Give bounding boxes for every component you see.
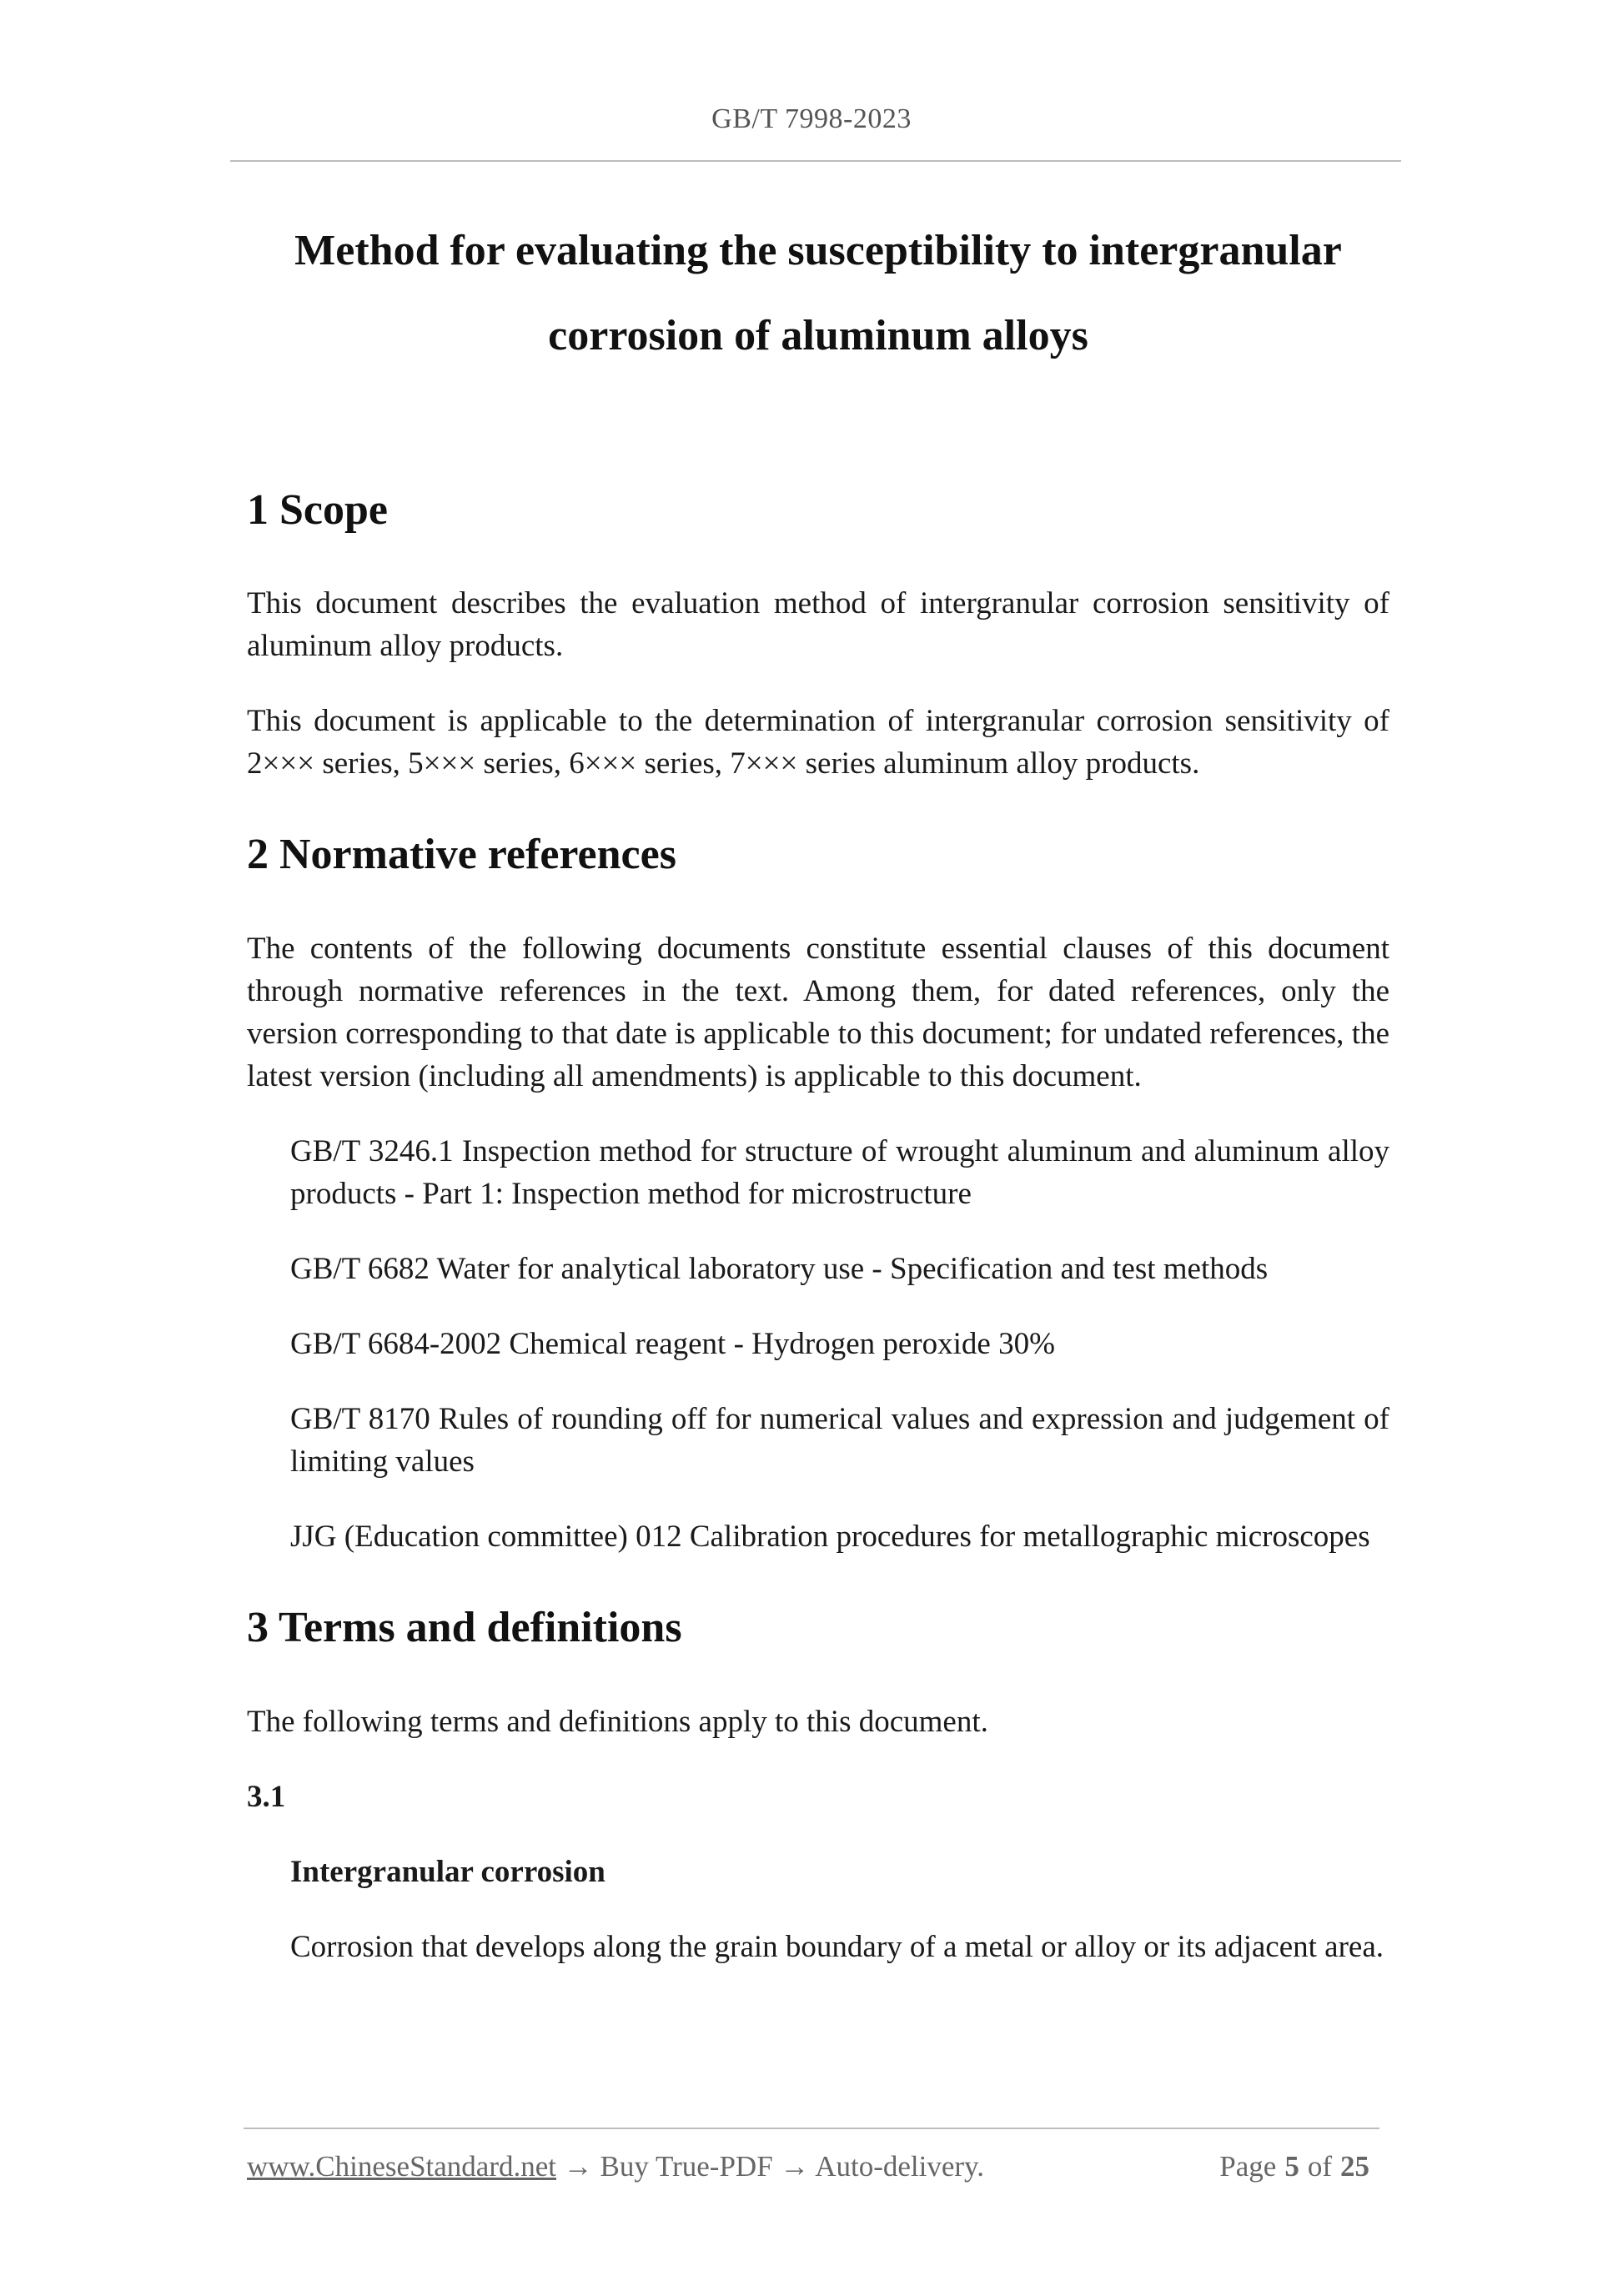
footer-divider bbox=[244, 2128, 1379, 2129]
header-divider bbox=[230, 160, 1401, 162]
reference-item: GB/T 3246.1 Inspection method for structure of wrought aluminum and aluminum alloy products - Part 1: Inspection method for microstructure bbox=[290, 1134, 1389, 1211]
footer-promo-text: → Buy True-PDF → Auto-delivery. bbox=[556, 2150, 985, 2183]
total-page-count: 25 bbox=[1340, 2150, 1369, 2183]
current-page-number: 5 bbox=[1284, 2150, 1299, 2183]
document-header: GB/T 7998-2023 bbox=[711, 103, 912, 134]
website-link[interactable]: www.ChineseStandard.net bbox=[247, 2150, 556, 2183]
section-heading-normative-references: 2 Normative references bbox=[247, 831, 676, 878]
document-title bbox=[247, 208, 1389, 379]
term-name: Intergranular corrosion bbox=[290, 1855, 605, 1889]
reference-item: GB/T 6684-2002 Chemical reagent - Hydrogen peroxide 30% bbox=[290, 1327, 1055, 1361]
title-line-2: corrosion of aluminum alloys bbox=[548, 312, 1088, 359]
section-heading-terms-definitions: 3 Terms and definitions bbox=[247, 1604, 682, 1651]
document-body bbox=[247, 485, 1389, 1968]
scope-paragraph-2: This document is applicable to the determination of intergranular corrosion sensitivity of 2××× series, 5××× series, 6××× series, 7××× series aluminum alloy products. bbox=[247, 704, 1389, 781]
term-definition: Corrosion that develops along the grain boundary of a metal or alloy or its adjacent area. bbox=[290, 1930, 1384, 1964]
footer-promo bbox=[247, 2150, 984, 2183]
term-number: 3.1 bbox=[247, 1780, 286, 1814]
page-indicator bbox=[1219, 2148, 1378, 2185]
reference-item: GB/T 8170 Rules of rounding off for numerical values and expression and judgement of limiting values bbox=[290, 1402, 1389, 1479]
normative-references-intro: The contents of the following documents constitute essential clauses of this document through normative references in the text. Among them, for dated references, only the version corresponding to that date is applicable to this document; for undated references, the latest version (including all amendments) is applicable to this document. bbox=[247, 932, 1389, 1093]
scope-paragraph-1: This document describes the evaluation method of intergranular corrosion sensitivity of aluminum alloy products. bbox=[247, 586, 1389, 663]
title-line-1: Method for evaluating the susceptibility to intergranular bbox=[294, 227, 1342, 274]
section-heading-scope: 1 Scope bbox=[247, 486, 388, 534]
page-footer bbox=[247, 2148, 1378, 2185]
terms-intro: The following terms and definitions apply to this document. bbox=[247, 1705, 988, 1739]
of-label: of bbox=[1307, 2150, 1332, 2183]
reference-item: JJG (Education committee) 012 Calibration procedures for metallographic microscopes bbox=[290, 1520, 1370, 1554]
reference-item: GB/T 6682 Water for analytical laboratory use - Specification and test methods bbox=[290, 1252, 1269, 1286]
page-label: Page bbox=[1219, 2150, 1277, 2183]
